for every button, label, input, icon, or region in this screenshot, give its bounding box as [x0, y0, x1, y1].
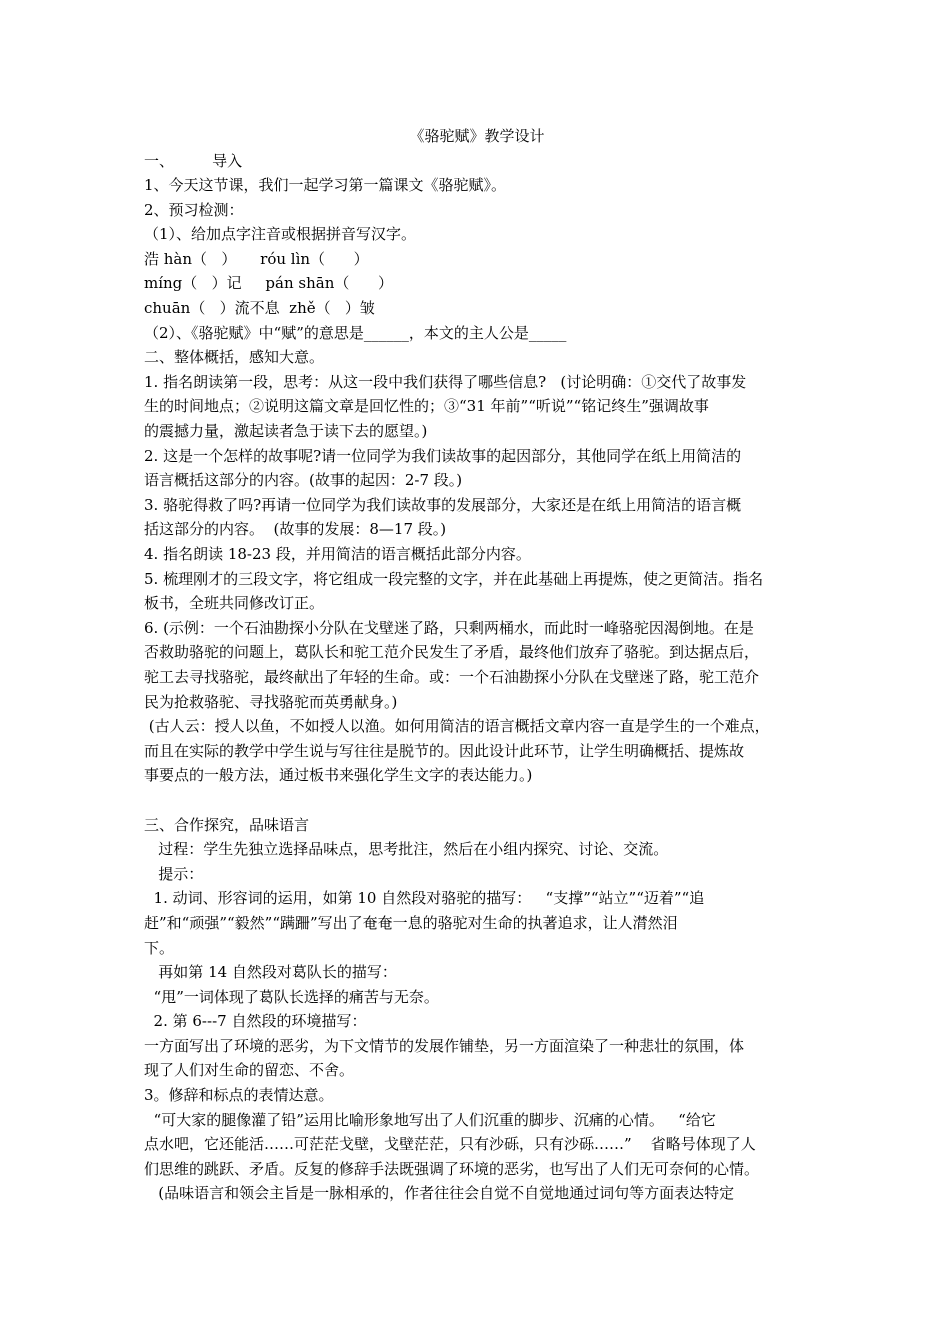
text-line: 驼工去寻找骆驼，最终献出了年轻的生命。或：一个石油勘探小分队在戈壁迷了路，驼工范介	[144, 667, 760, 686]
text-line: 浩 hàn（ ） róu lìn（ ）	[144, 249, 369, 268]
section-heading: 二、整体概括，感知大意。	[144, 348, 325, 367]
document-body	[144, 149, 810, 1207]
text-line: 否救助骆驼的问题上，葛队长和驼工范介民发生了矛盾，最终他们放弃了骆驼。到达据点后，	[144, 643, 760, 662]
document-title: 《骆驼赋》教学设计	[409, 127, 545, 145]
text-line: 下。	[144, 938, 175, 957]
section-heading: 三、合作探究，品味语言	[144, 815, 310, 834]
text-line: 板书，全班共同修改订正。	[144, 594, 325, 613]
text-line: 语言概括这部分的内容。(故事的起因：2-7 段。)	[144, 471, 463, 490]
text-line: 括这部分的内容。 (故事的发展：8—17 段。)	[144, 520, 447, 539]
text-line: “可大家的腿像灌了铅”运用比喻形象地写出了人们沉重的脚步、沉痛的心情。 “给它	[144, 1110, 716, 1129]
text-line: 一、 导入	[144, 151, 243, 170]
text-line: （2）、《骆驼赋》中“赋”的意思是______，本文的主人公是_____	[144, 323, 567, 342]
text-line: (品味语言和领会主旨是一脉相承的，作者往往会自觉不自觉地通过词句等方面表达特定	[144, 1184, 735, 1203]
text-line: (古人云：授人以鱼，不如授人以渔。如何用简洁的语言概括文章内容一直是学生的一个难点，	[144, 717, 770, 736]
text-line: 4. 指名朗读 18-23 段，并用简洁的语言概括此部分内容。	[144, 545, 531, 563]
text-line: 1. 指名朗读第一段，思考：从这一段中我们获得了哪些信息? (讨论明确：①交代了故事发	[144, 372, 747, 391]
text-line: 提示：	[144, 864, 204, 883]
text-line: 事要点的一般方法，通过板书来强化学生文字的表达能力。)	[144, 766, 533, 785]
text-line: 一方面写出了环境的恶劣，为下文情节的发展作铺垫，另一方面渲染了一种悲壮的氛围，体	[144, 1036, 745, 1055]
text-line: 们思维的跳跃、矛盾。反复的修辞手法既强调了环境的恶劣，也写出了人们无可奈何的心情。	[144, 1159, 760, 1178]
text-line: 2、预习检测：	[144, 200, 244, 219]
text-line: 5. 梳理刚才的三段文字，将它组成一段完整的文字，并在此基础上再提炼，使之更简洁。指名	[144, 569, 764, 588]
text-line: míng（ ）记 pán shān（ ）	[144, 274, 393, 293]
text-line: 生的时间地点；②说明这篇文章是回忆性的；③“31 年前”“听说”“铭记终生”强调故事	[144, 397, 709, 416]
text-line: 1. 动词、形容词的运用，如第 10 自然段对骆驼的描写： “支撑”“站立”“迈着”“追	[144, 889, 705, 908]
text-line: （1）、给加点字注音或根据拼音写汉字。	[144, 225, 417, 244]
text-line: 现了人们对生命的留恋、不舍。	[144, 1061, 355, 1080]
text-line: 民为抢救骆驼、寻找骆驼而英勇献身。)	[144, 692, 398, 711]
text-line: 3。修辞和标点的表情达意。	[144, 1086, 334, 1105]
blank-line	[144, 788, 810, 813]
text-line: 1、今天这节课，我们一起学习第一篇课文《骆驼赋》。	[144, 176, 507, 195]
text-line: 过程：学生先独立选择品味点，思考批注，然后在小组内探究、讨论、交流。	[144, 840, 669, 859]
text-line: “甩”一词体现了葛队长选择的痛苦与无奈。	[144, 987, 439, 1006]
text-line: 3. 骆驼得救了吗?再请一位同学为我们读故事的发展部分，大家还是在纸上用简洁的语言概	[144, 495, 742, 514]
text-line: 的震撼力量，激起读者急于读下去的愿望。)	[144, 422, 428, 441]
text-line: 再如第 14 自然段对葛队长的描写：	[144, 963, 397, 982]
text-line: 而且在实际的教学中学生说与写往往是脱节的。因此设计此环节，让学生明确概括、提炼故	[144, 741, 745, 760]
text-line: 6. (示例：一个石油勘探小分队在戈壁迷了路，只剩两桶水，而此时一峰骆驼因渴倒地。在是	[144, 618, 754, 637]
text-line: chuān（ ）流不息 zhě（ ）皱	[144, 299, 375, 318]
text-line: 赶”和“顽强”“毅然”“蹒跚”写出了奄奄一息的骆驼对生命的执著追求，让人潸然泪	[144, 913, 678, 932]
text-line: 2. 这是一个怎样的故事呢?请一位同学为我们读故事的起因部分，其他同学在纸上用简洁的	[144, 446, 742, 465]
text-line: 点水吧，它还能活……可茫茫戈壁，戈壁茫茫，只有沙砾，只有沙砾……” 省略号体现了人	[144, 1135, 756, 1154]
text-line: 2. 第 6---7 自然段的环境描写：	[144, 1012, 367, 1031]
